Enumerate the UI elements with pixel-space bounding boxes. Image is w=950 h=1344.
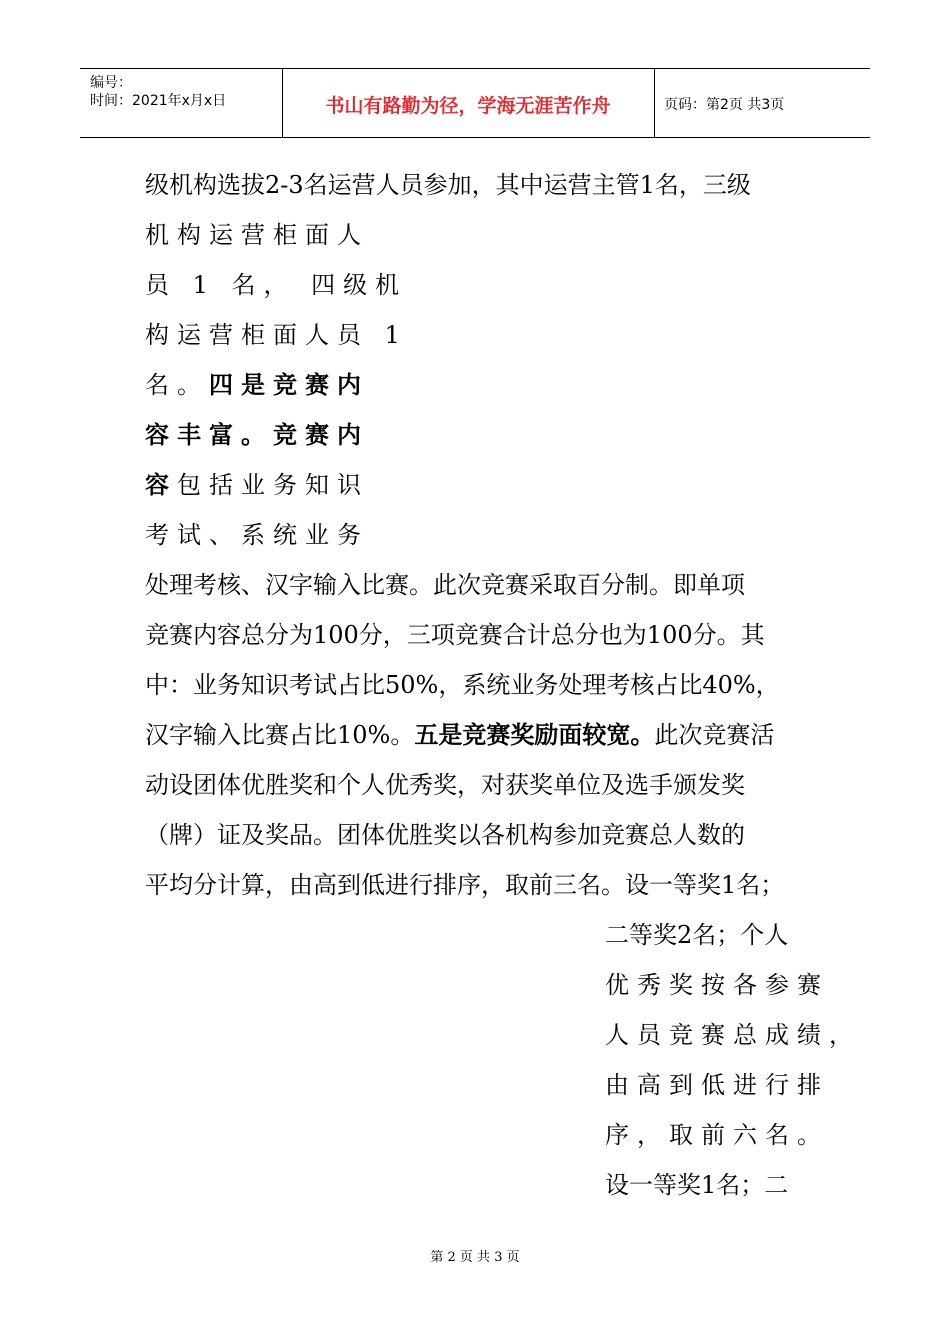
page-footer: 第 2 页 共 3 页	[430, 1250, 520, 1265]
body-line-3: 员 1 名， 四级机	[145, 271, 408, 299]
body-line-10: 竞赛内容总分为100分，三项竞赛合计总分也为100分。其	[145, 621, 765, 649]
body-line-9: 处理考核、汉字输入比赛。此次竞赛采取百分制。即单项	[145, 571, 745, 599]
header-meta-cell	[80, 69, 283, 137]
document-header	[80, 68, 870, 138]
header-page-cell	[654, 69, 870, 137]
emphasis-text: 四是竞赛内	[209, 370, 369, 399]
body-line-18: 人员竞赛总成绩，	[605, 1021, 861, 1049]
emphasis-text: 五是竞赛奖励面较宽。	[414, 720, 655, 749]
body-text: 包括业务知识	[177, 471, 369, 499]
body-text: 此次竞赛活	[654, 721, 775, 749]
body-line-1: 级机构选拔2-3名运营人员参加，其中运营主管1名，三级	[145, 171, 751, 199]
body-line-8: 考试、系统业务	[145, 521, 369, 549]
body-line-21: 设一等奖1名；二	[605, 1171, 789, 1199]
body-line-6: 容丰富。竞赛内	[145, 420, 369, 449]
body-line-12	[145, 720, 774, 750]
body-text: 汉字输入比赛占比10%。	[145, 721, 415, 749]
body-text: 名。	[145, 371, 209, 399]
body-line-11: 中：业务知识考试占比50%，系统业务处理考核占比40%，	[145, 671, 780, 699]
body-line-19: 由高到低进行排	[605, 1071, 829, 1099]
body-line-13: 动设团体优胜奖和个人优秀奖，对获奖单位及选手颁发奖	[145, 771, 745, 799]
body-line-5	[145, 370, 369, 400]
motto-text: 书山有路勤为径，学海无涯苦作舟	[325, 95, 611, 117]
body-line-20: 序，取前六名。	[605, 1121, 829, 1149]
body-line-14: （牌）证及奖品。团体优胜奖以各机构参加竞赛总人数的	[145, 821, 745, 849]
emphasis-text: 容	[145, 470, 177, 499]
page-code: 页码：第2页 共3页	[664, 97, 785, 113]
body-line-2: 机构运营柜面人	[145, 221, 369, 249]
body-line-7	[145, 470, 369, 500]
body-line-16: 二等奖2名；个人	[605, 921, 789, 949]
serial-label: 编号：	[90, 75, 132, 91]
body-line-4: 构运营柜面人员 1	[145, 321, 408, 349]
body-line-17: 优秀奖按各参赛	[605, 971, 829, 999]
date-text: 时间：2021年x月x日	[90, 93, 227, 109]
header-motto-cell	[282, 69, 655, 137]
body-line-15: 平均分计算，由高到低进行排序，取前三名。设一等奖1名；	[145, 871, 785, 899]
